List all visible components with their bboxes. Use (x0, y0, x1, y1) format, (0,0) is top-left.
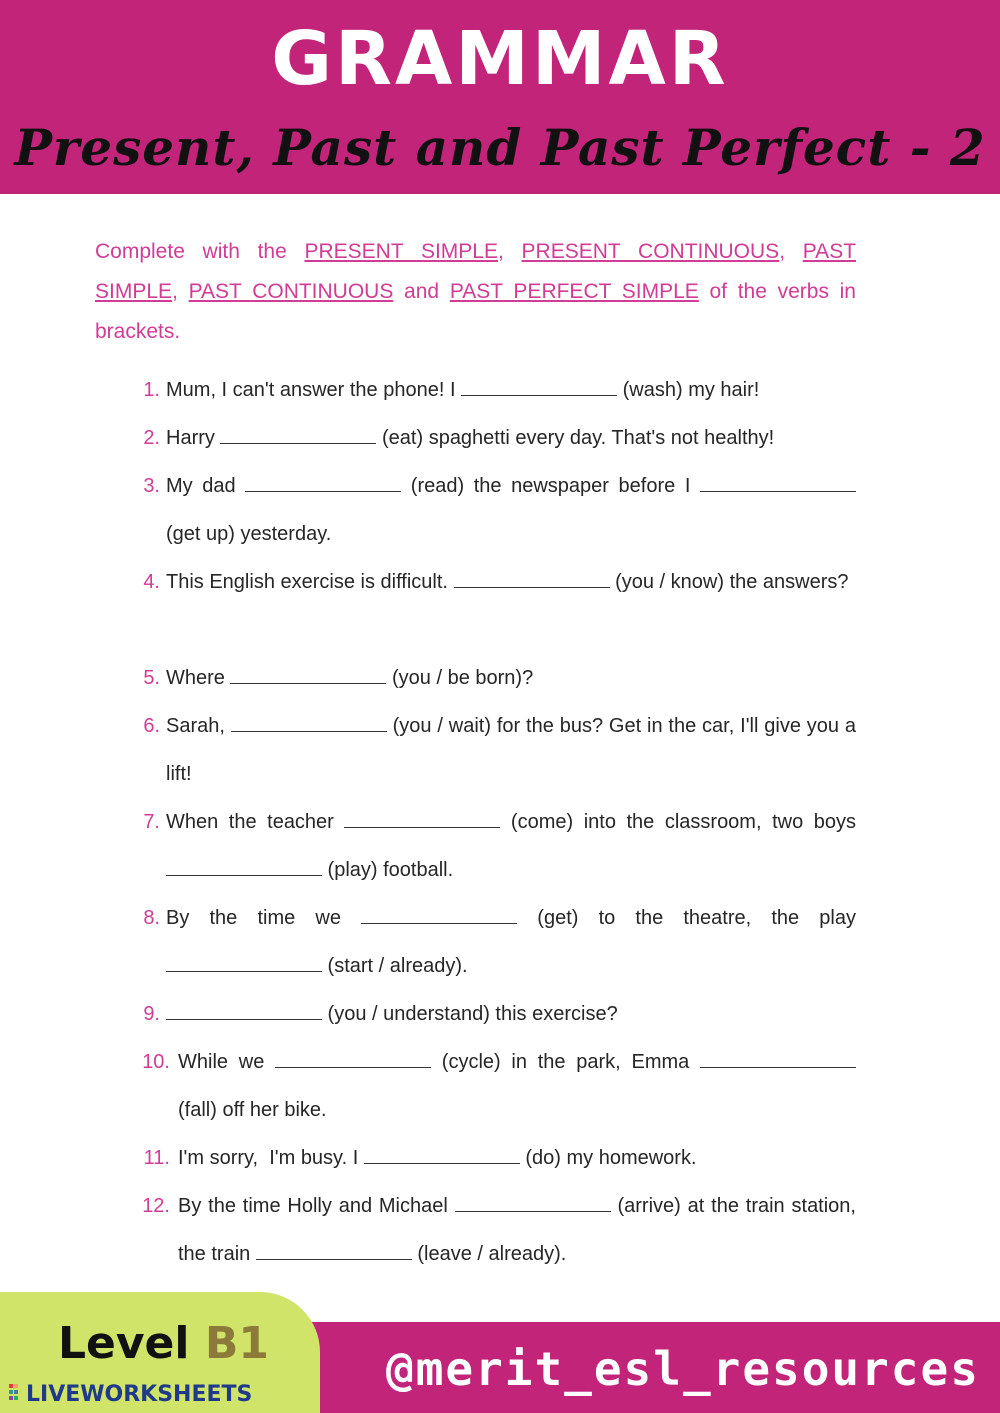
exercise-item (0, 1038, 1000, 1134)
exercise-item (0, 894, 1000, 990)
level-word: Level (58, 1318, 190, 1369)
exercise-item (0, 462, 1000, 558)
exercise-text (166, 654, 856, 702)
exercise-list (0, 366, 1000, 1278)
exercise-number: 3. (143, 475, 160, 497)
tense-present-continuous: PRESENT CONTINUOUS (521, 240, 780, 263)
exercise-text-part: (eat) spaghetti every day. That's not healthy! (376, 427, 775, 449)
exercise-text (178, 1038, 856, 1134)
exercise-text-part: Where (166, 667, 231, 689)
exercise-text (166, 414, 856, 462)
instructions (95, 232, 856, 352)
exercise-text-part: (arrive) at the train station, the train (178, 1195, 856, 1265)
exercise-text-part: (get) to the theatre, the play (517, 907, 856, 929)
exercise-text-part: Mum, I can't answer the phone! I (166, 379, 462, 401)
answer-blank[interactable] (461, 375, 617, 396)
tense-present-simple: PRESENT SIMPLE (304, 240, 498, 263)
exercise-text-part: (wash) my hair! (617, 379, 760, 401)
exercise-item (0, 1182, 1000, 1278)
exercise-number: 12. (142, 1195, 170, 1217)
answer-blank[interactable] (454, 567, 610, 588)
exercise-text-part: (cycle) in the park, Emma (431, 1051, 700, 1073)
exercise-number: 1. (143, 379, 160, 401)
liveworksheets-text: LIVEWORKSHEETS (26, 1382, 253, 1407)
exercise-text (166, 798, 856, 894)
exercise-number: 10. (142, 1051, 170, 1073)
tense-past-continuous: PAST CONTINUOUS (188, 280, 394, 303)
social-handle: @merit_esl_resources (386, 1342, 980, 1396)
answer-blank[interactable] (231, 711, 387, 732)
answer-blank[interactable] (166, 855, 322, 876)
tense-past-perfect-simple: PAST PERFECT SIMPLE (449, 280, 699, 303)
answer-blank[interactable] (275, 1047, 431, 1068)
exercise-text-part: (you / wait) for the bus? Get in the car, I'll give you a lift! (166, 715, 857, 785)
exercise-item (0, 366, 1000, 414)
answer-blank[interactable] (455, 1191, 611, 1212)
exercise-number: 11. (143, 1147, 170, 1169)
exercise-text-part: (you / understand) this exercise? (322, 1003, 618, 1025)
page-title: GRAMMAR (271, 16, 729, 102)
answer-blank[interactable] (700, 471, 856, 492)
level-label (58, 1314, 269, 1374)
exercise-item (0, 990, 1000, 1038)
exercise-text-part: By the time Holly and Michael (178, 1195, 455, 1217)
answer-blank[interactable] (364, 1143, 520, 1164)
exercise-text-part: (start / already). (322, 955, 468, 977)
exercise-number: 8. (143, 907, 160, 929)
exercise-item (0, 1134, 1000, 1182)
exercise-text-part: When the teacher (166, 811, 345, 833)
exercise-number: 4. (143, 571, 160, 593)
exercise-text-part: (read) the newspaper before I (401, 475, 700, 497)
exercise-text (166, 558, 856, 606)
answer-blank[interactable] (245, 471, 401, 492)
page-subtitle: Present, Past and Past Perfect - 2 (14, 118, 986, 177)
answer-blank[interactable] (230, 663, 386, 684)
exercise-text (166, 990, 856, 1038)
exercise-text-part: Sarah, (166, 715, 231, 737)
exercise-text-part: Harry (166, 427, 221, 449)
exercise-text (166, 462, 856, 558)
exercise-item (0, 558, 1000, 654)
separator: , (498, 240, 522, 263)
exercise-text-part: (leave / already). (411, 1243, 567, 1265)
exercise-item (0, 654, 1000, 702)
exercise-text-part: While we (178, 1051, 276, 1073)
exercise-number: 7. (143, 811, 160, 833)
level-value: B1 (204, 1318, 269, 1369)
exercise-item (0, 798, 1000, 894)
exercise-item (0, 702, 1000, 798)
exercise-number: 9. (143, 1003, 160, 1025)
separator: , (172, 280, 189, 303)
exercise-text (166, 702, 856, 798)
exercise-text-part: (do) my homework. (519, 1147, 697, 1169)
exercise-text-part: (you / be born)? (386, 667, 534, 689)
exercise-text-part: My dad (166, 475, 246, 497)
answer-blank[interactable] (166, 951, 322, 972)
instructions-and: and (393, 280, 450, 303)
tense-past-simple: PAST SIMPLE (95, 240, 857, 303)
exercise-text-part: This English exercise is difficult. (166, 571, 454, 593)
exercise-text (166, 366, 856, 414)
answer-blank[interactable] (361, 903, 517, 924)
exercise-text (166, 894, 856, 990)
exercise-number: 2. (143, 427, 160, 449)
exercise-number: 6. (143, 715, 160, 737)
exercise-text-part: (play) football. (322, 859, 454, 881)
exercise-text-part: (come) into the classroom, two boys (500, 811, 856, 833)
liveworksheets-logo-icon (8, 1382, 24, 1404)
exercise-text-part: (you / know) the answers? (609, 571, 849, 593)
answer-blank[interactable] (256, 1239, 412, 1260)
exercise-text (178, 1134, 856, 1182)
liveworksheets-watermark (8, 1380, 252, 1410)
exercise-text (178, 1182, 856, 1278)
exercise-item (0, 414, 1000, 462)
answer-blank[interactable] (700, 1047, 856, 1068)
instructions-text: of the verbs in brackets. (95, 280, 856, 343)
exercise-text-part: By the time we (166, 907, 362, 929)
answer-blank[interactable] (344, 807, 500, 828)
separator: , (779, 240, 803, 263)
answer-blank[interactable] (166, 999, 322, 1020)
instructions-text: Complete with the (95, 240, 305, 263)
exercise-text-part: (fall) off her bike. (178, 1099, 327, 1121)
exercise-text-part: (get up) yesterday. (166, 523, 332, 545)
answer-blank[interactable] (220, 423, 376, 444)
exercise-number: 5. (143, 667, 160, 689)
exercise-text-part: I'm sorry, I'm busy. I (178, 1147, 364, 1169)
